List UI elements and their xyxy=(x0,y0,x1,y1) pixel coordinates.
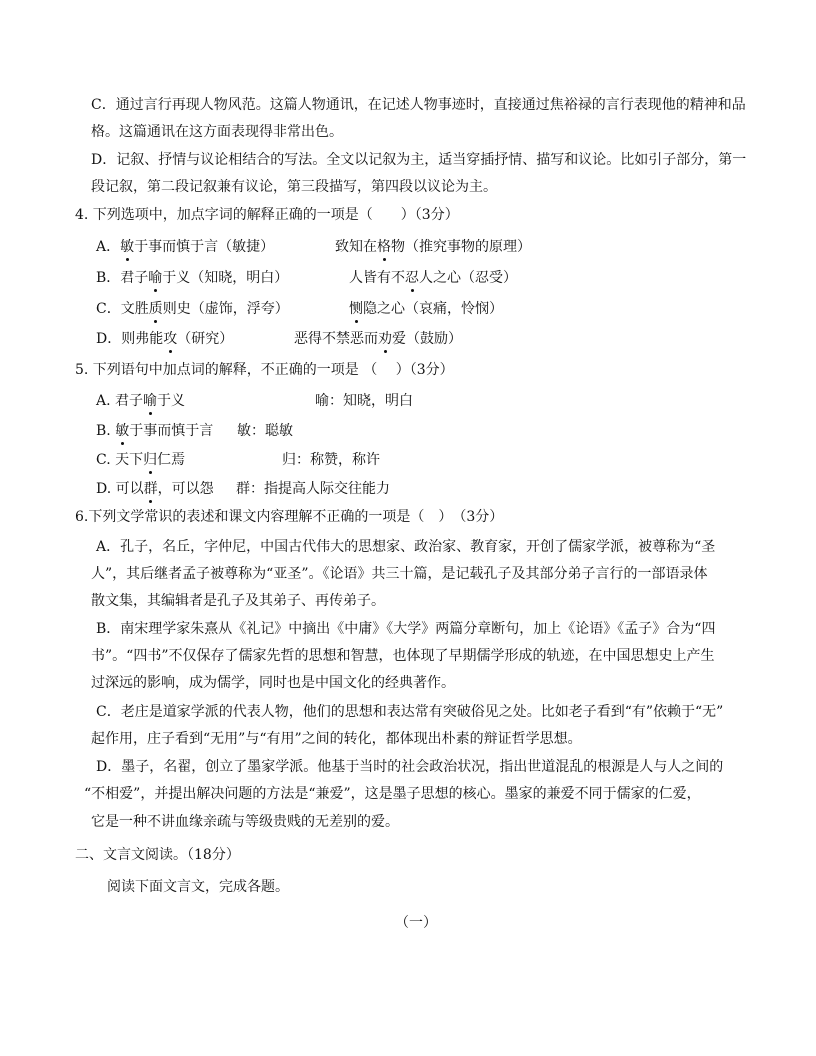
dotted-char: 忍 xyxy=(405,270,419,286)
dotted-char: 恻 xyxy=(349,301,363,317)
text-segment: 爱（鼓励） xyxy=(392,331,462,347)
text-segment: 隐之心（哀痛，怜悯） xyxy=(363,301,503,317)
q5-option-c-explanation: 归：称赞，称许 xyxy=(282,452,380,468)
dotted-char: 敏 xyxy=(120,239,135,255)
q4-stem: 4. 下列选项中，加点字词的解释正确的一项是（ ）（3分） xyxy=(75,207,459,223)
q6-option-b-line-2: 书”。“四书”不仅保存了儒家先哲的思想和智慧，也体现了早期儒学形成的轨迹，在中国思想史上产生 xyxy=(91,648,715,664)
q6-option-b-line-3: 过深远的影响，成为儒学，同时也是中国文化的经典著作。 xyxy=(91,675,455,691)
q6-option-d-line-1: D．墨子，名翟，创立了墨家学派。他基于当时的社会政治状况，指出世道混乱的根源是人与人之间的 xyxy=(96,759,724,775)
q5-option-a-explanation: 喻：知晓，明白 xyxy=(315,393,413,409)
q6-option-c-line-2: 起作用，庄子看到“无用”与“有用”之间的转化，都体现出朴素的辩证哲学思想。 xyxy=(91,731,582,747)
q3-option-c-line-2: 格。这篇通讯在这方面表现得非常出色。 xyxy=(91,124,343,140)
dotted-char: 喻 xyxy=(143,393,158,409)
text-segment: 人皆有不 xyxy=(349,270,405,286)
text-segment: C. 天下 xyxy=(96,452,144,468)
q5-option-b-explanation: 敏：聪敏 xyxy=(237,423,293,439)
text-segment: D．则弗能 xyxy=(96,331,164,347)
text-segment: 于事而慎于言（敏捷） xyxy=(134,239,275,255)
q5-stem: 5. 下列语句中加点词的解释，不正确的一项是 （ ）（3分） xyxy=(75,362,454,378)
q4-option-b-left xyxy=(96,268,288,288)
q5-option-b xyxy=(96,421,213,441)
text-segment: 则史（虚饰，浮夸） xyxy=(162,301,289,317)
q3-option-c-line-1: C．通过言行再现人物风范。这篇人物通讯，在记述人物事迹时，直接通过焦裕禄的言行表现他的精神和品 xyxy=(91,97,746,113)
q5-option-c xyxy=(96,450,185,470)
section-2-instruction: 阅读下面文言文，完成各题。 xyxy=(107,879,289,895)
q5-option-d-explanation: 群：指提高人际交往能力 xyxy=(236,481,390,497)
text-segment: 恶得不禁恶而 xyxy=(294,331,378,347)
dotted-char: 归 xyxy=(143,452,158,468)
q6-stem: 6.下列文学常识的表述和课文内容理解不正确的一项是（ ） （3分） xyxy=(75,509,504,525)
text-segment: B．君子 xyxy=(96,270,149,286)
section-2-heading: 二、文言文阅读。（18分） xyxy=(75,847,240,863)
q3-option-d-line-1: D．记叙、抒情与议论相结合的写法。全文以记叙为主，适当穿插抒情、描写和议论。比如引子部分，第一 xyxy=(91,152,747,168)
dotted-char: 攻 xyxy=(163,331,178,347)
q4-option-d-right xyxy=(294,329,462,349)
text-segment: 仁焉 xyxy=(157,452,186,468)
q6-option-a-line-3: 散文集，其编辑者是孔子及其弟子、再传弟子。 xyxy=(91,593,385,609)
q4-option-a-left xyxy=(96,237,274,257)
text-segment: 于义（知晓，明白） xyxy=(162,270,289,286)
q5-option-d xyxy=(96,479,214,499)
dotted-char: 劝 xyxy=(378,331,392,347)
q4-option-c-right xyxy=(349,299,503,319)
dotted-char: 喻 xyxy=(148,270,163,286)
text-segment: 于事而慎于言 xyxy=(129,423,214,439)
passage-part-label: （一） xyxy=(395,915,437,931)
q4-option-d-left xyxy=(96,329,233,349)
text-segment: 于义 xyxy=(157,393,186,409)
dotted-char: 敏 xyxy=(115,423,130,439)
q4-option-b-right xyxy=(349,268,517,288)
text-segment: D. 可以 xyxy=(96,481,144,497)
dotted-char: 格 xyxy=(377,239,391,255)
text-segment: （研究） xyxy=(177,331,234,347)
q6-option-a-line-2: 人”，其后继者孟子被尊称为“亚圣”。《论语》共三十篇，是记载孔子及其部分弟子言行的一部语录体 xyxy=(91,566,708,582)
dotted-char: 质 xyxy=(148,301,163,317)
text-segment: C．文胜 xyxy=(96,301,149,317)
text-segment: B. xyxy=(96,423,116,439)
q6-option-a-line-1: A．孔子，名丘，字仲尼，中国古代伟大的思想家、政治家、教育家，开创了儒家学派，被尊称为“圣 xyxy=(96,539,716,555)
text-segment: A. 君子 xyxy=(96,393,144,409)
q3-option-d-line-2: 段记叙，第二段记叙兼有议论，第三段描写，第四段以议论为主。 xyxy=(91,179,497,195)
text-segment: A． xyxy=(96,239,121,255)
text-segment: 致知在 xyxy=(335,239,377,255)
text-segment: 人之心（忍受） xyxy=(419,270,517,286)
dotted-char: 群 xyxy=(143,481,158,497)
q6-option-d-line-3: 它是一种不讲血缘亲疏与等级贵贱的无差别的爱。 xyxy=(91,814,399,830)
q6-option-c-line-1: C．老庄是道家学派的代表人物，他们的思想和表达常有突破俗见之处。比如老子看到“有”依赖于“无” xyxy=(96,704,724,720)
q5-option-a xyxy=(96,391,185,411)
text-segment: 物（推究事物的原理） xyxy=(391,239,531,255)
q6-option-b-line-1: B．南宋理学家朱熹从《礼记》中摘出《中庸》《大学》两篇分章断句，加上《论语》《孟子》合为“四 xyxy=(96,621,716,637)
text-segment: ，可以怨 xyxy=(157,481,214,497)
q4-option-a-right xyxy=(335,237,531,257)
q4-option-c-left xyxy=(96,299,289,319)
q6-option-d-line-2: “不相爱”，并提出解决问题的方法是“兼爱”，这是墨子思想的核心。墨家的兼爱不同于儒家的仁爱， xyxy=(84,786,701,802)
